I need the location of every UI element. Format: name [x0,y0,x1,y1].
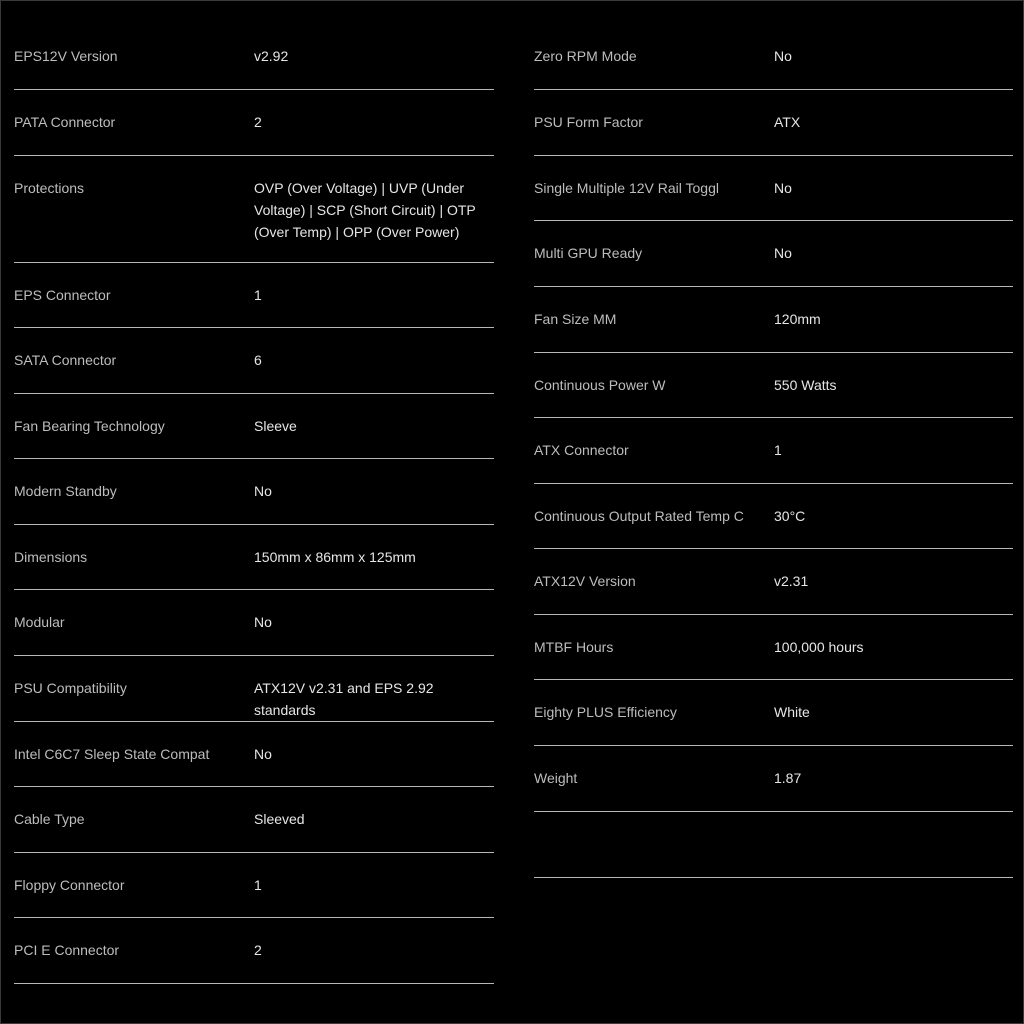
spec-row-eighty-plus [534,680,1013,746]
spec-value: 100,000 hours [774,639,864,655]
spec-row-floppy-connector [14,853,494,918]
spec-value: No [254,614,272,630]
spec-value: No [774,180,792,196]
spec-row-zero-rpm [534,24,1013,90]
spec-value: 1 [774,442,782,458]
spec-row-fan-size [534,287,1013,353]
spec-column-left [14,24,494,984]
spec-label: Modern Standby [14,483,117,499]
spec-label: EPS Connector [14,287,111,303]
spec-value: Sleeved [254,811,305,827]
spec-row-mtbf [534,615,1013,680]
spec-label: Single Multiple 12V Rail Toggl [534,180,719,196]
spec-label: Weight [534,770,578,786]
spec-label: Intel C6C7 Sleep State Compat [14,746,210,762]
spec-row-cable-type [14,787,494,853]
spec-value: 1 [254,877,262,893]
spec-label: MTBF Hours [534,639,614,655]
spec-row-sata-connector [14,328,494,394]
spec-label: PATA Connector [14,114,116,130]
spec-label: Fan Bearing Technology [14,418,165,434]
spec-row-pata-connector [14,90,494,156]
spec-value: 150mm x 86mm x 125mm [254,549,416,565]
spec-row-empty [534,812,1013,878]
spec-row-continuous-power [534,353,1013,418]
spec-value: 1 [254,287,262,303]
spec-label: EPS12V Version [14,48,118,64]
spec-value: 2 [254,942,262,958]
spec-label: Modular [14,614,65,630]
spec-row-psu-form-factor [534,90,1013,156]
spec-row-rated-temp [534,484,1013,549]
spec-label: Continuous Output Rated Temp C [534,508,744,524]
spec-value: v2.92 [254,48,289,64]
spec-label: Continuous Power W [534,377,666,393]
spec-label: ATX Connector [534,442,629,458]
spec-row-multi-gpu [534,221,1013,287]
spec-value: White [774,704,810,720]
spec-row-eps-connector [14,263,494,328]
spec-label: PSU Compatibility [14,680,127,696]
spec-value: 2 [254,114,262,130]
spec-row-rail-toggle [534,156,1013,221]
spec-value: 1.87 [774,770,802,786]
spec-value: ATX [774,114,801,130]
spec-row-weight [534,746,1013,812]
spec-value: ATX12V v2.31 and EPS 2.92 standards [254,680,434,718]
spec-value: v2.31 [774,573,809,589]
spec-row-fan-bearing [14,394,494,459]
spec-row-atx12v-version [534,549,1013,615]
spec-label: Eighty PLUS Efficiency [534,704,677,720]
spec-label: Fan Size MM [534,311,617,327]
spec-value: Sleeve [254,418,297,434]
spec-row-intel-c6c7 [14,722,494,787]
spec-column-right [534,24,1013,878]
spec-row-modern-standby [14,459,494,525]
spec-value: 6 [254,352,262,368]
spec-label: Protections [14,180,85,196]
spec-label: SATA Connector [14,352,117,368]
spec-label: PSU Form Factor [534,114,643,130]
spec-row-protections [14,156,494,263]
spec-label: Dimensions [14,549,88,565]
spec-row-psu-compatibility [14,656,494,722]
spec-value: 30°C [774,508,806,524]
spec-label: Floppy Connector [14,877,125,893]
spec-value: No [254,746,272,762]
spec-value: No [774,245,792,261]
spec-value: No [774,48,792,64]
spec-value: No [254,483,272,499]
spec-label: ATX12V Version [534,573,636,589]
spec-label: Cable Type [14,811,85,827]
spec-value: 550 Watts [774,377,837,393]
spec-row-dimensions [14,525,494,590]
spec-row-atx-connector [534,418,1013,484]
spec-label: Multi GPU Ready [534,245,643,261]
spec-label: Zero RPM Mode [534,48,637,64]
spec-value: OVP (Over Voltage) | UVP (Under Voltage) | SCP (Short Circuit) | OTP (Over Temp) | OPP (Over Power) [254,180,476,240]
spec-row-eps12v-version [14,24,494,90]
spec-row-modular [14,590,494,656]
spec-value: 120mm [774,311,821,327]
spec-row-pcie-connector [14,918,494,984]
spec-label: PCI E Connector [14,942,120,958]
